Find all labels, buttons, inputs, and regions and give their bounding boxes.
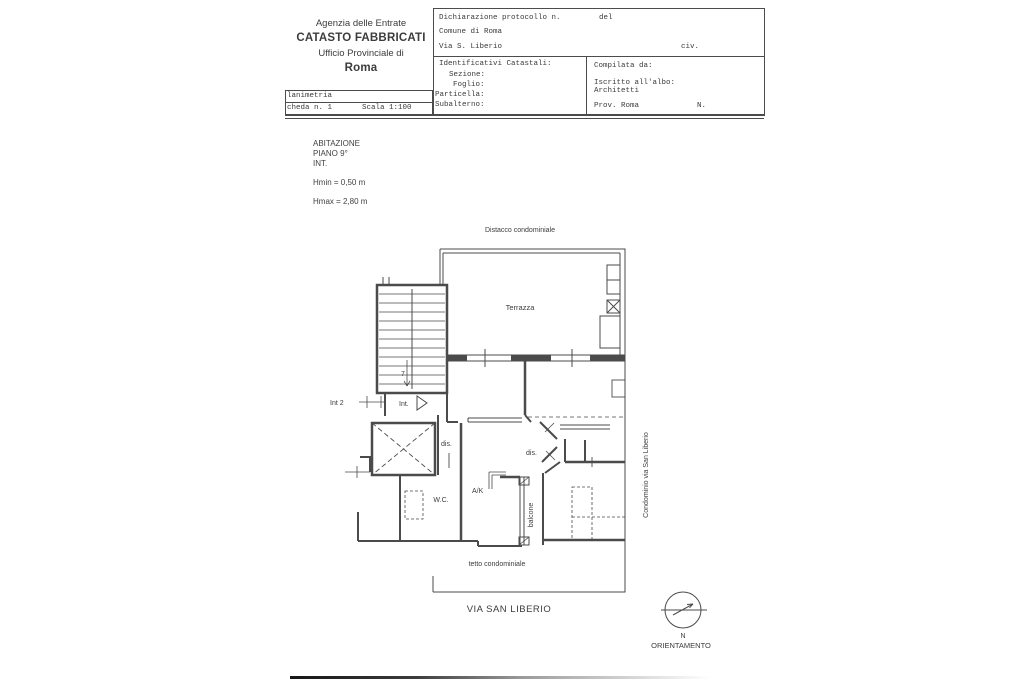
comune-label: Comune di Roma xyxy=(439,28,503,36)
planimetria-box-divider xyxy=(286,102,432,103)
int-landing-label: Int. xyxy=(399,401,409,408)
dis1-label: dis. xyxy=(441,441,452,448)
boundary-ticks-lower xyxy=(345,466,370,478)
right-wall-niche xyxy=(612,380,625,397)
room-br-diagonal xyxy=(545,462,560,473)
wc-fixture-dashed xyxy=(405,491,423,519)
iscritto-label: Iscritto all'albo: xyxy=(594,79,676,87)
floor-plan xyxy=(315,210,675,620)
inner-corridor-wall xyxy=(560,425,610,429)
scala-label: Scala 1:100 xyxy=(362,104,412,112)
form-horizontal-divider xyxy=(434,56,764,57)
unit-type: ABITAZIONE xyxy=(313,139,360,148)
planimetria-box xyxy=(285,90,433,116)
north-label: N xyxy=(680,633,686,640)
wc-label: W.C. xyxy=(433,497,449,504)
dis2-label: dis. xyxy=(526,450,537,457)
ak-top-wall xyxy=(468,418,522,422)
unit-info-block xyxy=(313,139,367,207)
agency-title-block xyxy=(288,16,434,76)
scheda-label: cheda n. 1 xyxy=(287,104,333,112)
boundary-ticks-upper xyxy=(359,396,385,408)
del-label: del xyxy=(599,14,613,22)
scan-artifact-bar xyxy=(290,676,710,679)
sezione-label: Sezione: xyxy=(449,71,486,79)
catasto-title: CATASTO FABBRICATI xyxy=(296,32,426,44)
elevator-cross xyxy=(372,423,435,475)
apartment-bottom-wall xyxy=(358,512,522,546)
form-vertical-divider xyxy=(586,56,587,115)
balcone-label: balcone xyxy=(528,502,535,528)
office-line: Ufficio Provinciale di xyxy=(318,48,404,59)
condominio-label: Condominio via San Liberio xyxy=(643,432,650,518)
room-br-dashed-feature xyxy=(572,487,592,540)
terrace-left-wall xyxy=(440,249,443,285)
hmin-value: Hmin = 0,50 m xyxy=(313,178,366,187)
unit-floor: PIANO 9° xyxy=(313,149,348,158)
declaration-form xyxy=(433,8,765,116)
via-san-liberio-label: VIA SAN LIBERIO xyxy=(466,604,552,615)
foglio-label: Foglio: xyxy=(453,81,485,89)
orientation-symbol xyxy=(645,578,735,673)
subalterno-label: Subalterno: xyxy=(435,101,485,109)
prov-label: Prov. Roma xyxy=(594,102,640,110)
particella-label: Particella: xyxy=(435,91,485,99)
albo-value: Architetti xyxy=(594,87,640,95)
header-double-rule xyxy=(285,114,764,119)
street-label: Via S. Liberio xyxy=(439,43,503,51)
compilata-label: Compilata da: xyxy=(594,62,653,70)
n-label: N. xyxy=(697,102,707,110)
agency-name: Agenzia delle Entrate xyxy=(315,18,407,29)
city-name: Roma xyxy=(344,62,378,74)
left-wall-piece xyxy=(360,457,370,472)
partition-funnel xyxy=(525,415,531,422)
ak-counter xyxy=(489,472,506,489)
floor-plan-linework xyxy=(345,249,625,592)
terrazza-label: Terrazza xyxy=(505,303,535,312)
protocol-label: Dichiarazione protocollo n. xyxy=(439,14,561,22)
flue-cross xyxy=(607,300,620,313)
distacco-label: Distacco condominiale xyxy=(484,227,556,234)
int2-label: Int 2 xyxy=(330,400,344,407)
hmax-value: Hmax = 2,80 m xyxy=(313,197,368,206)
corridor-top-wall xyxy=(447,415,458,422)
duct-bracket xyxy=(607,265,620,294)
orientamento-label: ORIENTAMENTO xyxy=(651,641,711,650)
dis2-diagonal-wall-1 xyxy=(540,422,557,439)
planimetria-label: lanimetria xyxy=(287,92,333,100)
civ-label: civ. xyxy=(681,43,700,51)
ak-label: A/K xyxy=(472,488,484,495)
entry-door-triangle xyxy=(417,396,427,410)
right-wall-closet xyxy=(600,316,620,348)
unit-internal: INT. xyxy=(313,159,328,168)
identificativi-title: Identificativi Catastali: xyxy=(439,60,552,68)
balcony-left-rail xyxy=(520,477,524,545)
stair-count-mark: 7 xyxy=(401,371,405,378)
tetto-label: tetto condominiale xyxy=(468,561,526,568)
